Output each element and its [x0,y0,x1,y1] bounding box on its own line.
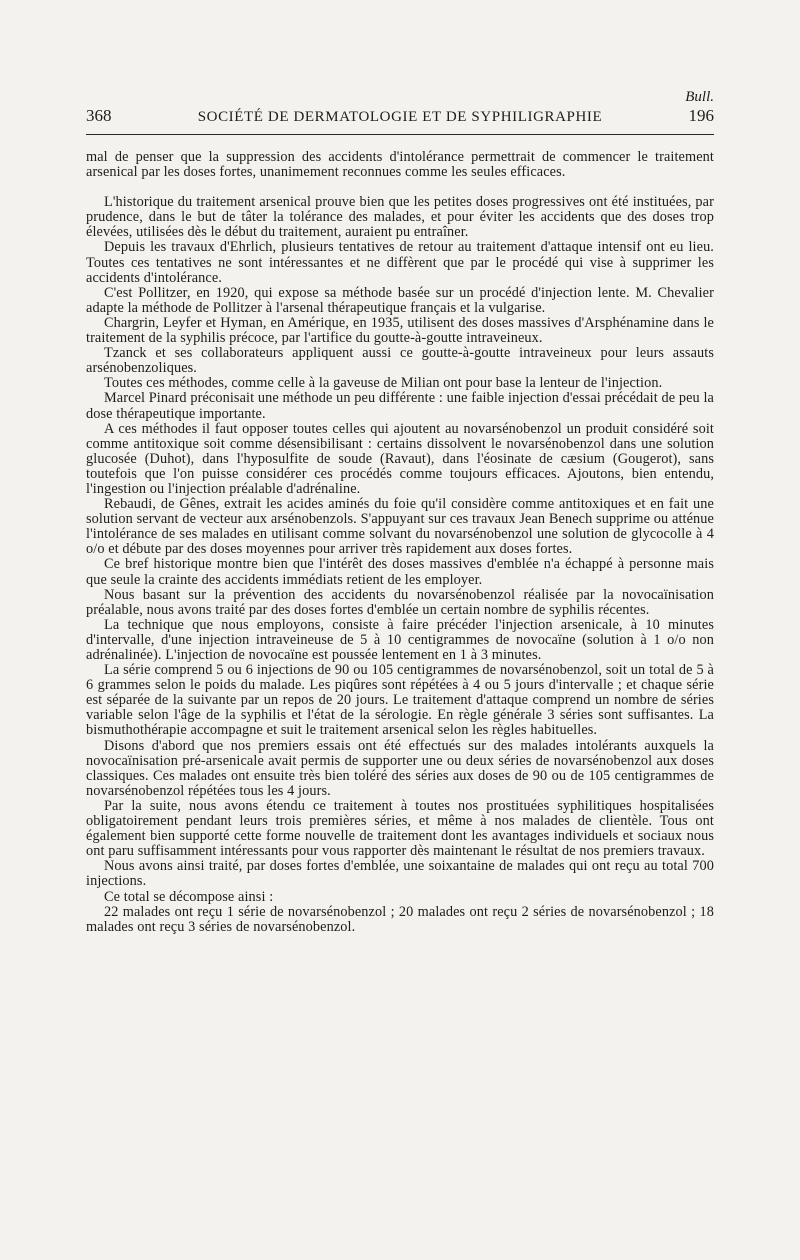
paragraph: La technique que nous employons, consiste à faire précéder l'injection arsenicale, à 10 minutes d'intervalle, d'une injection intraveineuse de 5 à 10 centigrammes de novocaïne (solution à 1 o/o non adrénalinée). L'injection de novocaïne est poussée lentement en 1 à 3 minutes. [86,616,714,663]
issue-number: 196 [688,106,714,125]
paragraph: Nous basant sur la prévention des accidents du novarsénobenzol réalisée par la novocaïnisation préalable, nous avons traité par des doses fortes d'emblée un certain nombre de syphilis récentes. [86,586,714,618]
article-body [86,150,714,935]
paragraph: Depuis les travaux d'Ehrlich, plusieurs tentatives de retour au traitement d'attaque intensif ont eu lieu. Toutes ces tentatives ne sont intéressantes et ne diffèrent que par le procédé qui vise à supprimer les accidents d'intolérance. [86,239,714,286]
paragraph: Par la suite, nous avons étendu ce traitement à toutes nos prostituées syphilitiques hospitalisées obligatoirement pendant leurs trois premières séries, et même à nos malades de clientèle. Tous ont également bien supporté cette forme nouvelle de traitement dont les avantages individuels et sociaux nous ont paru suffisamment intéressants pour vous rapporter dès maintenant le résultat de nos premiers travaux. [86,797,714,860]
paragraph: Toutes ces méthodes, comme celle à la gaveuse de Milian ont pour base la lenteur de l'injection. [104,375,663,392]
paragraph: Chargrin, Leyfer et Hyman, en Amérique, en 1935, utilisent des doses massives d'Arsphénamine dans le traitement de la syphilis précoce, par l'artifice du goutte-à-goutte intraveineux. [86,314,714,347]
page-number: 368 [86,106,112,125]
paragraph: Ce bref historique montre bien que l'intérêt des doses massives d'emblée n'a échappé à personne mais que seule la crainte des accidents immédiats retient de les employer. [86,556,714,588]
paragraph: Disons d'abord que nos premiers essais ont été effectués sur des malades intolérants auxquels la novocaïnisation pré-arsenicale avait permis de supporter une ou deux séries de novarsénobenzol aux doses classiques. Ces malades ont ensuite très bien toléré des séries aux doses de 90 ou de 105 centigrammes de novarsénobenzol répétées tous les 4 jours. [86,737,714,799]
header-rule [86,134,714,135]
paragraph: 22 malades ont reçu 1 série de novarsénobenzol ; 20 malades ont reçu 2 séries de novarsénobenzol ; 18 malades ont reçu 3 séries de novarsénobenzol. [86,903,714,935]
paragraph: Marcel Pinard préconisait une méthode un peu différente : une faible injection d'essai précédait de peu la dose thérapeutique importante. [86,390,714,422]
paragraph: L'historique du traitement arsenical prouve bien que les petites doses progressives ont été instituées, par prudence, dans le but de tâter la tolérance des malades, et pour éviter les accidents que des doses trop élevées, utilisées dès le début du traitement, auraient pu entraîner. [86,194,714,241]
paragraph: Nous avons ainsi traité, par doses fortes d'emblée, une soixantaine de malades qui ont reçu au total 700 injections. [86,858,714,890]
paragraph: C'est Pollitzer, en 1920, qui expose sa méthode basée sur un procédé d'injection lente. M. Chevalier adapte la méthode de Pollitzer à l'arsenal thérapeutique français et la vulgarise. [86,284,714,316]
paragraph: mal de penser que la suppression des accidents d'intolérance permettrait de commencer le traitement arsenical par les doses fortes, unanimement reconnues comme les seules efficaces. [86,149,714,181]
paragraph: Tzanck et ses collaborateurs appliquent aussi ce goutte-à-goutte intraveineux pour leurs assauts arsénobenzoliques. [86,345,714,377]
running-header [86,106,714,126]
paragraph: La série comprend 5 ou 6 injections de 90 ou 105 centigrammes de novarsénobenzol, soit un total de 5 à 6 grammes selon le poids du malade. Les piqûres sont répétées à 4 ou 5 jours d'intervalle ; et chaque série est séparée de la suivante par un repos de 20 jours. Le traitement d'attaque comprend un nombre de séries variable selon l'âge de la syphilis et l'état de la sérologie. En règle générale 3 séries sont suffisantes. La bismuthothérapie accompagne et suit le traitement arsenical selon les règles habituelles. [86,662,714,739]
paragraph: Rebaudi, de Gênes, extrait les acides aminés du foie qu'il considère comme antitoxiques et en fait une solution servant de vecteur aux arsénobenzols. S'appuyant sur ces travaux Jean Benech supprime ou atténue l'intolérance de ses malades en utilisant comme solvant du novarsénobenzol une solution de glycocolle à 4 o/o et débute par des doses moyennes pour arriver très rapidement aux doses fortes. [86,496,714,558]
paragraph: Ce total se décompose ainsi : [104,888,274,905]
journal-title: SOCIÉTÉ DE DERMATOLOGIE ET DE SYPHILIGRAPHIE [197,109,603,125]
bulletin-label: Bull. [685,89,714,105]
paragraph: A ces méthodes il faut opposer toutes celles qui ajoutent au novarsénobenzol un produit considéré soit comme antitoxique soit comme désensibilisant : certains dissolvent le novarsénobenzol dans une solution glucosée (Duhot), dans l'hyposulfite de soude (Ravaut), dans l'éosinate de cæsium (Gougerot), sans toutefois que l'on puisse considérer ces procédés comme toujours efficaces. Ajoutons, bien entendu, l'ingestion ou l'injection préalable d'adrénaline. [86,420,714,497]
